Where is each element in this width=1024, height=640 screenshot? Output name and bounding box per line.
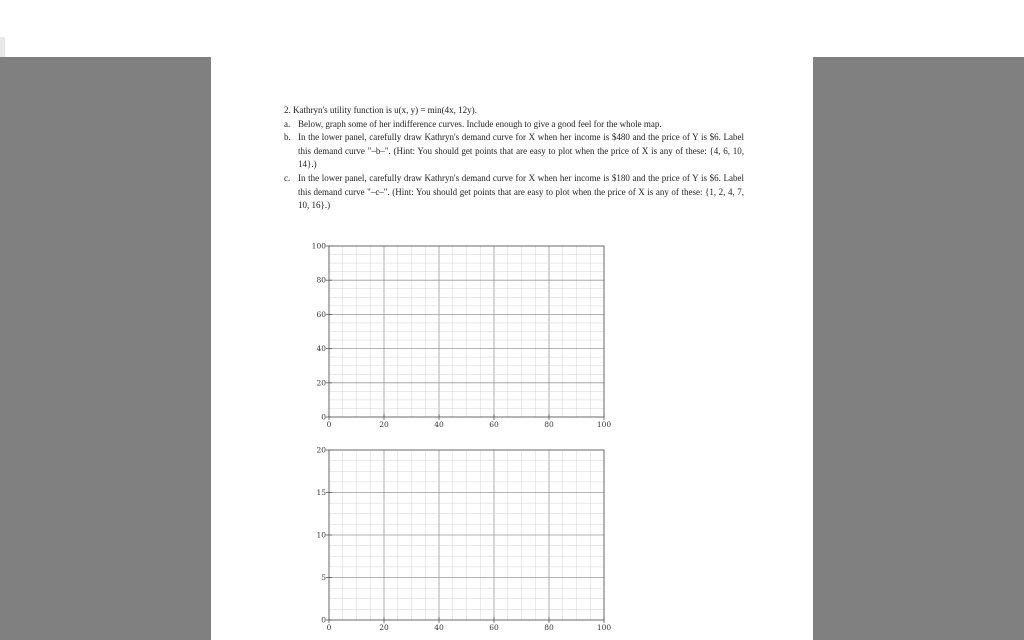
part-b-label: b. bbox=[284, 132, 291, 143]
upper-panel-y-tick-label: 0 bbox=[321, 412, 326, 422]
upper-panel-x-tick-label: 40 bbox=[434, 420, 444, 429]
graph-area bbox=[211, 57, 813, 640]
upper-panel-x-tick-label: 0 bbox=[326, 420, 332, 429]
document-page bbox=[211, 57, 813, 640]
lower-panel-y-tick-label: 0 bbox=[321, 615, 326, 625]
lower-panel-x-tick-label: 40 bbox=[434, 623, 444, 632]
upper-panel-x-tick-label: 60 bbox=[489, 420, 499, 429]
viewer-top-bar bbox=[0, 0, 1024, 57]
upper-panel-x-tick-label: 20 bbox=[379, 420, 389, 429]
upper-panel-y-tick-label: 80 bbox=[316, 275, 326, 285]
lower-panel-y-tick-label: 15 bbox=[316, 488, 326, 497]
part-a-label: a. bbox=[284, 118, 291, 129]
lower-panel-x-tick-label: 100 bbox=[596, 623, 612, 632]
lower-panel-x-tick-label: 80 bbox=[544, 623, 554, 632]
upper-panel-y-tick-label: 100 bbox=[311, 241, 326, 251]
upper-panel-y-tick-label: 40 bbox=[316, 344, 326, 354]
viewer-top-bar-edge bbox=[0, 37, 5, 57]
lower-panel-x-tick-label: 20 bbox=[379, 623, 389, 632]
part-a-text: Below, graph some of her indifference curves. Include enough to give a good feel for the whole map. bbox=[298, 118, 662, 129]
lower-panel-x-tick-label: 0 bbox=[326, 623, 332, 632]
lower-panel-x-tick-label: 60 bbox=[489, 623, 499, 632]
part-c-text: In the lower panel, carefully draw Kathryn's demand curve for X when her income is $180 and the price of Y is $6. Label this demand curve "–c–". (Hint: You should get points that are easy to plot when the price of X is any of these: {1, 2, 4, 7, 10, 16}.) bbox=[298, 172, 744, 211]
part-c-label: c. bbox=[284, 172, 291, 183]
problem-intro: 2. Kathryn's utility function is u(x, y) = min(4x, 12y). bbox=[284, 105, 477, 115]
lower-panel-y-tick-label: 20 bbox=[316, 445, 326, 455]
upper-panel-y-tick-label: 20 bbox=[316, 378, 326, 388]
part-b-text: In the lower panel, carefully draw Kathryn's demand curve for X when her income is $480 and the price of Y is $6. Label this demand curve "–b–". (Hint: You should get points that are easy to plot when the price of X is any of these: {4, 6, 10, 14}.) bbox=[298, 132, 744, 170]
upper-panel-x-tick-label: 80 bbox=[544, 420, 554, 429]
upper-panel-x-tick-label: 100 bbox=[596, 420, 612, 429]
lower-panel-y-tick-label: 5 bbox=[321, 573, 326, 582]
lower-panel-y-tick-label: 10 bbox=[316, 530, 326, 540]
upper-panel-y-tick-label: 60 bbox=[316, 309, 326, 319]
